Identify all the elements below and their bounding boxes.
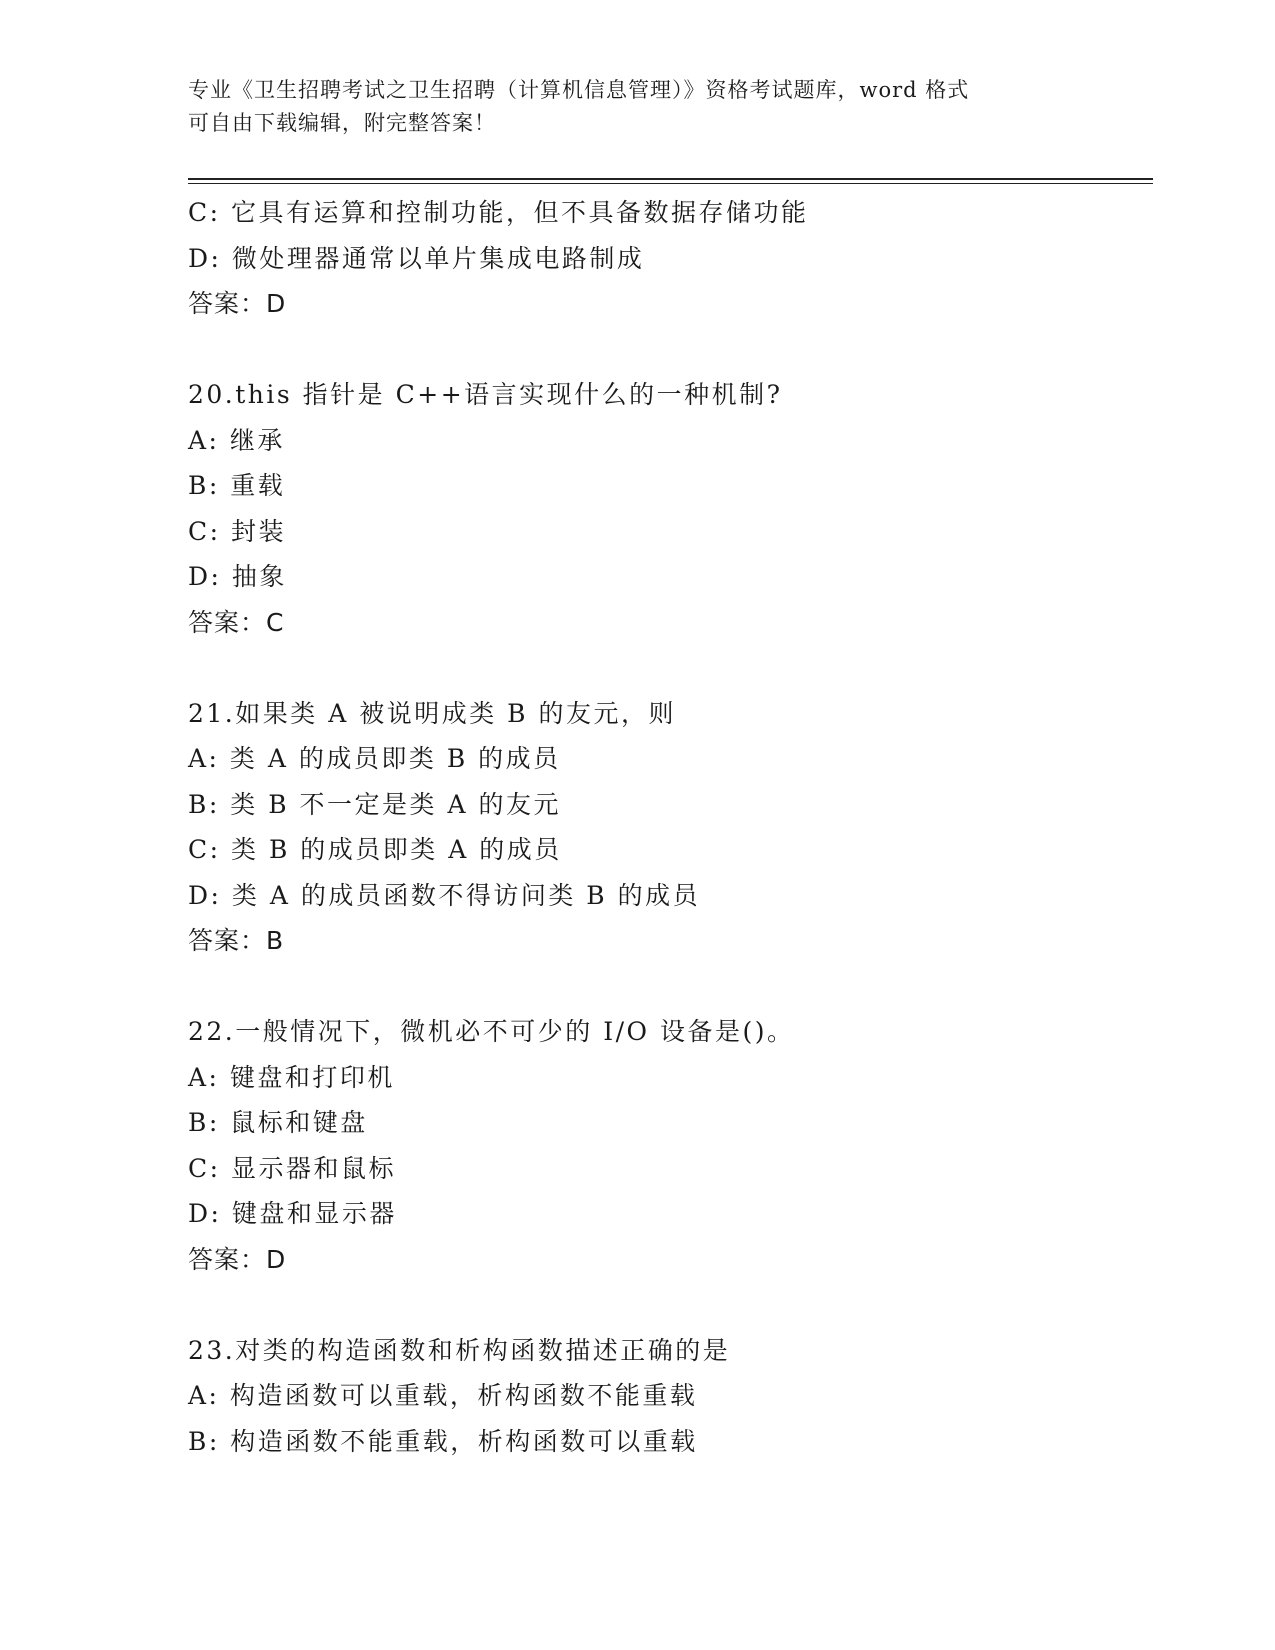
header-title-line-1: 专业《卫生招聘考试之卫生招聘（计算机信息管理）》资格考试题库，word 格式 xyxy=(188,78,970,102)
option-c: C: 显示器和鼠标 xyxy=(188,1153,396,1183)
option-d: D: 微处理器通常以单片集成电路制成 xyxy=(188,243,645,273)
option-c: C: 封装 xyxy=(188,516,286,546)
question-block-20 xyxy=(188,372,1148,645)
option-a: A: 继承 xyxy=(188,425,285,455)
answer-line: 答案：D xyxy=(188,289,287,318)
question-block-22 xyxy=(188,1009,1148,1282)
option-b: B: 重载 xyxy=(188,471,286,500)
answer-line: 答案：B xyxy=(188,926,285,955)
option-d: D: 类 A 的成员函数不得访问类 B 的成员 xyxy=(188,880,701,910)
option-b: B: 构造函数不能重载，析构函数可以重载 xyxy=(188,1426,698,1456)
option-a: A: 类 A 的成员即类 B 的成员 xyxy=(188,744,561,773)
header-title-line-2: 可自由下载编辑，附完整答案！ xyxy=(188,111,496,135)
question-block-21 xyxy=(188,691,1148,964)
answer-line: 答案：C xyxy=(188,607,285,637)
option-c: C: 它具有运算和控制功能，但不具备数据存储功能 xyxy=(188,198,809,227)
spacer xyxy=(188,1282,1148,1328)
question-list xyxy=(188,190,1148,1464)
question-block-partial xyxy=(188,190,1148,327)
question-text: 22.一般情况下，微机必不可少的 I/O 设备是()。 xyxy=(188,1017,795,1046)
question-block-23 xyxy=(188,1328,1148,1465)
header-divider-thin xyxy=(188,183,1153,184)
option-d: D: 键盘和显示器 xyxy=(188,1199,397,1228)
question-text: 21.如果类 A 被说明成类 B 的友元，则 xyxy=(188,698,676,728)
spacer xyxy=(188,645,1148,691)
option-c: C: 类 B 的成员即类 A 的成员 xyxy=(188,835,562,864)
spacer xyxy=(188,964,1148,1010)
document-header xyxy=(188,74,1088,140)
header-divider-thick xyxy=(188,178,1153,180)
option-a: A: 构造函数可以重载，析构函数不能重载 xyxy=(188,1381,698,1410)
answer-line: 答案：D xyxy=(188,1244,287,1274)
option-b: B: 鼠标和键盘 xyxy=(188,1108,368,1137)
option-b: B: 类 B 不一定是类 A 的友元 xyxy=(188,789,561,819)
option-a: A: 键盘和打印机 xyxy=(188,1062,395,1092)
option-d: D: 抽象 xyxy=(188,562,287,591)
question-text: 23.对类的构造函数和析构函数描述正确的是 xyxy=(188,1335,731,1365)
spacer xyxy=(188,327,1148,373)
question-text: 20.this 指针是 C++语言实现什么的一种机制? xyxy=(188,380,783,409)
